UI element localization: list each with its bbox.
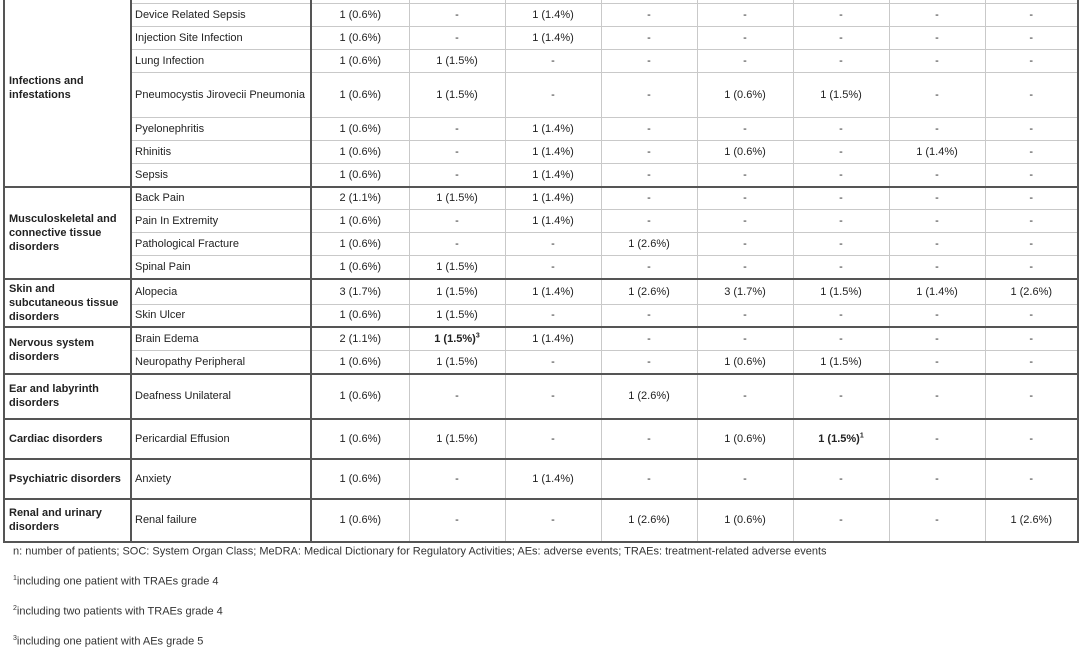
footnotes — [13, 542, 827, 662]
value-cell: - — [985, 187, 1078, 210]
value-cell: 1 (1.4%) — [505, 164, 601, 187]
value-cell: - — [985, 141, 1078, 164]
soc-cell: Infections and infestations — [4, 0, 131, 187]
value-cell: - — [985, 351, 1078, 374]
table-row — [4, 305, 1078, 327]
value-cell: - — [601, 327, 697, 351]
value-cell: - — [601, 256, 697, 279]
value-cell: 1 (1.4%) — [505, 141, 601, 164]
value-cell: 1 (1.5%) — [793, 73, 889, 118]
footnote-marker: 1 — [859, 431, 864, 439]
value-cell: - — [697, 210, 793, 233]
value-cell: - — [697, 256, 793, 279]
value-cell: - — [793, 27, 889, 50]
value-cell: 1 (1.4%) — [505, 4, 601, 27]
term-cell: Anxiety — [131, 459, 311, 499]
soc-cell: Cardiac disorders — [4, 419, 131, 459]
value-cell: 1 (1.5%) — [793, 279, 889, 305]
value-cell: 1 (0.6%) — [697, 351, 793, 374]
value-cell: 1 (1.5%) — [793, 351, 889, 374]
value-cell — [409, 327, 505, 351]
table-row — [4, 279, 1078, 305]
value-cell: 1 (0.6%) — [311, 499, 409, 542]
footnote — [13, 632, 827, 662]
value-cell: - — [793, 4, 889, 27]
value-cell: - — [505, 73, 601, 118]
value-cell: - — [697, 374, 793, 419]
value-cell: 1 (0.6%) — [311, 118, 409, 141]
term-cell: Neuropathy Peripheral — [131, 351, 311, 374]
value-cell: - — [793, 233, 889, 256]
term-cell: Deafness Unilateral — [131, 374, 311, 419]
value-cell: - — [409, 374, 505, 419]
value-cell: 1 (1.4%) — [505, 210, 601, 233]
footnote-number: 2 — [13, 605, 17, 612]
value-cell: 1 (1.5%) — [409, 419, 505, 459]
value-cell: - — [697, 4, 793, 27]
value-cell: - — [985, 50, 1078, 73]
footnote-text: n: number of patients; SOC: System Organ Class; MeDRA: Medical Dictionary for Regulatory Activities; AEs: adverse events; TRAEs: treatment-related adverse events — [13, 545, 827, 558]
value-cell: - — [985, 73, 1078, 118]
value-cell: - — [601, 73, 697, 118]
value-cell: - — [889, 27, 985, 50]
value-cell: - — [505, 305, 601, 327]
value-cell: - — [505, 374, 601, 419]
table-row — [4, 459, 1078, 499]
value-cell: - — [985, 118, 1078, 141]
value-cell: - — [985, 4, 1078, 27]
value-cell: - — [793, 256, 889, 279]
value-cell: - — [601, 187, 697, 210]
value-cell: - — [409, 459, 505, 499]
term-cell: Skin Ulcer — [131, 305, 311, 327]
soc-cell: Ear and labyrinth disorders — [4, 374, 131, 419]
value-cell: 1 (1.5%) — [409, 50, 505, 73]
value-cell: 1 (1.4%) — [889, 279, 985, 305]
term-cell: Lung Infection — [131, 50, 311, 73]
footnote-text: including one patient with TRAEs grade 4 — [16, 575, 219, 588]
value-cell: 1 (0.6%) — [697, 141, 793, 164]
value-cell: - — [793, 374, 889, 419]
term-cell: Renal failure — [131, 499, 311, 542]
value-cell: - — [985, 210, 1078, 233]
value-cell: - — [505, 233, 601, 256]
value-cell: - — [409, 4, 505, 27]
value-cell: - — [793, 141, 889, 164]
value-cell: - — [889, 118, 985, 141]
value-cell: 1 (0.6%) — [311, 233, 409, 256]
term-cell: Pneumocystis Jirovecii Pneumonia — [131, 73, 311, 118]
value-cell: 1 (0.6%) — [311, 459, 409, 499]
value-cell: - — [409, 27, 505, 50]
value-cell: 1 (0.6%) — [311, 141, 409, 164]
table-row — [4, 351, 1078, 374]
value-cell: 1 (1.4%) — [505, 27, 601, 50]
value-cell: - — [601, 27, 697, 50]
value-cell: - — [889, 4, 985, 27]
value-cell: - — [601, 305, 697, 327]
table-row — [4, 419, 1078, 459]
value-cell: 1 (0.6%) — [311, 73, 409, 118]
value-cell: 1 (0.6%) — [311, 164, 409, 187]
value-cell: - — [985, 459, 1078, 499]
value-cell: - — [697, 27, 793, 50]
value-cell: 1 (0.6%) — [311, 210, 409, 233]
value-cell: - — [985, 27, 1078, 50]
value-cell: - — [985, 327, 1078, 351]
footnote-text: including two patients with TRAEs grade 4 — [16, 605, 223, 618]
value-cell: - — [409, 233, 505, 256]
table-row — [4, 327, 1078, 351]
table-row — [4, 233, 1078, 256]
term-cell: Rhinitis — [131, 141, 311, 164]
value-cell: - — [793, 50, 889, 73]
value-cell: 1 (0.6%) — [697, 73, 793, 118]
value-cell: 1 (0.6%) — [311, 50, 409, 73]
value-cell: 1 (1.5%) — [409, 305, 505, 327]
value-cell: 1 (0.6%) — [311, 305, 409, 327]
value-cell: 1 (0.6%) — [311, 4, 409, 27]
value-cell: - — [697, 327, 793, 351]
term-cell: Brain Edema — [131, 327, 311, 351]
term-cell: Injection Site Infection — [131, 27, 311, 50]
value-cell: - — [505, 256, 601, 279]
value-cell: 1 (2.6%) — [985, 499, 1078, 542]
value-cell: 1 (1.5%) — [409, 73, 505, 118]
value-cell: - — [697, 305, 793, 327]
value-cell: - — [889, 327, 985, 351]
value-cell: - — [601, 210, 697, 233]
value-cell: - — [505, 351, 601, 374]
value-cell: - — [409, 210, 505, 233]
term-cell: Back Pain — [131, 187, 311, 210]
value-cell: - — [697, 50, 793, 73]
term-cell: Alopecia — [131, 279, 311, 305]
table-row — [4, 27, 1078, 50]
value-cell: - — [889, 187, 985, 210]
value-cell: - — [409, 164, 505, 187]
value-cell: 1 (1.5%) — [409, 256, 505, 279]
value-cell: - — [409, 141, 505, 164]
value-cell: - — [793, 210, 889, 233]
value-cell: - — [601, 141, 697, 164]
soc-cell: Skin and subcutaneous tissue disorders — [4, 279, 131, 327]
value-cell: - — [985, 256, 1078, 279]
value-cell: - — [889, 233, 985, 256]
value-cell: - — [889, 50, 985, 73]
table-row — [4, 499, 1078, 542]
value-cell: - — [889, 499, 985, 542]
value-cell: - — [601, 4, 697, 27]
soc-cell: Nervous system disorders — [4, 327, 131, 374]
value-cell: 1 (1.4%) — [889, 141, 985, 164]
value-cell: 1 (1.4%) — [505, 327, 601, 351]
footnote-number: 3 — [13, 635, 17, 642]
value-cell: 1 (1.5%) — [409, 187, 505, 210]
value-cell: - — [985, 374, 1078, 419]
value-cell: - — [409, 499, 505, 542]
term-cell: Pain In Extremity — [131, 210, 311, 233]
table-row — [4, 164, 1078, 187]
value-cell: - — [601, 164, 697, 187]
value-cell: - — [793, 118, 889, 141]
value-cell: 3 (1.7%) — [697, 279, 793, 305]
value-cell: - — [793, 499, 889, 542]
footnote — [13, 602, 827, 632]
value-cell: - — [697, 187, 793, 210]
value-cell: 1 (2.6%) — [985, 279, 1078, 305]
table-row — [4, 50, 1078, 73]
table-row — [4, 256, 1078, 279]
footnote-text: including one patient with AEs grade 5 — [16, 635, 204, 648]
value-cell: 2 (1.1%) — [311, 187, 409, 210]
soc-cell: Renal and urinary disorders — [4, 499, 131, 542]
value-cell: - — [697, 164, 793, 187]
term-cell: Pericardial Effusion — [131, 419, 311, 459]
value-cell: - — [601, 351, 697, 374]
value-cell: - — [889, 210, 985, 233]
table-row — [4, 118, 1078, 141]
term-cell: Sepsis — [131, 164, 311, 187]
value-cell: 1 (1.5%) — [409, 279, 505, 305]
value-cell: 1 (0.6%) — [697, 419, 793, 459]
value-cell: - — [697, 459, 793, 499]
footnote — [13, 572, 827, 602]
footnote-marker: 3 — [475, 332, 480, 340]
term-cell: Spinal Pain — [131, 256, 311, 279]
value-text: 1 (1.5%) — [818, 432, 860, 445]
value-cell: - — [985, 305, 1078, 327]
value-cell: - — [697, 233, 793, 256]
footnote — [13, 542, 827, 572]
table-row — [4, 73, 1078, 118]
soc-cell: Psychiatric disorders — [4, 459, 131, 499]
value-cell: - — [505, 50, 601, 73]
value-cell: - — [505, 419, 601, 459]
value-cell: - — [601, 419, 697, 459]
value-cell: - — [985, 164, 1078, 187]
value-cell: - — [697, 118, 793, 141]
value-cell: 1 (2.6%) — [601, 374, 697, 419]
value-cell: - — [985, 233, 1078, 256]
term-cell: Pyelonephritis — [131, 118, 311, 141]
value-cell: - — [793, 459, 889, 499]
value-cell: 3 (1.7%) — [311, 279, 409, 305]
value-cell: - — [889, 419, 985, 459]
footnote-number: 1 — [13, 575, 17, 582]
value-cell: - — [601, 50, 697, 73]
value-cell: 1 (0.6%) — [311, 256, 409, 279]
value-cell: 1 (0.6%) — [311, 419, 409, 459]
value-text: 1 (1.5%) — [434, 332, 476, 345]
table-row — [4, 4, 1078, 27]
value-cell: 1 (2.6%) — [601, 499, 697, 542]
value-cell: 1 (1.5%) — [409, 351, 505, 374]
table-row — [4, 141, 1078, 164]
value-cell: - — [793, 327, 889, 351]
value-cell: - — [889, 351, 985, 374]
term-cell: Device Related Sepsis — [131, 4, 311, 27]
value-cell: - — [409, 118, 505, 141]
value-cell: 1 (0.6%) — [697, 499, 793, 542]
value-cell: - — [793, 187, 889, 210]
value-cell: 1 (1.4%) — [505, 279, 601, 305]
value-cell: - — [889, 305, 985, 327]
term-cell: Pathological Fracture — [131, 233, 311, 256]
value-cell: - — [505, 499, 601, 542]
value-cell: 1 (1.4%) — [505, 187, 601, 210]
value-cell: - — [793, 305, 889, 327]
value-cell: - — [889, 164, 985, 187]
adverse-events-table — [3, 0, 1079, 543]
value-cell: 1 (0.6%) — [311, 351, 409, 374]
value-cell: 1 (2.6%) — [601, 279, 697, 305]
value-cell: 2 (1.1%) — [311, 327, 409, 351]
value-cell: - — [889, 459, 985, 499]
value-cell: 1 (2.6%) — [601, 233, 697, 256]
table-row — [4, 374, 1078, 419]
value-cell: 1 (0.6%) — [311, 27, 409, 50]
value-cell: 1 (1.4%) — [505, 459, 601, 499]
value-cell: - — [793, 164, 889, 187]
table-row — [4, 187, 1078, 210]
soc-cell: Musculoskeletal and connective tissue disorders — [4, 187, 131, 279]
value-cell: - — [889, 73, 985, 118]
value-cell: 1 (1.4%) — [505, 118, 601, 141]
table-row — [4, 210, 1078, 233]
value-cell: 1 (0.6%) — [311, 374, 409, 419]
value-cell: - — [985, 419, 1078, 459]
value-cell — [793, 419, 889, 459]
value-cell: - — [601, 118, 697, 141]
value-cell: - — [889, 256, 985, 279]
value-cell: - — [601, 459, 697, 499]
value-cell: - — [889, 374, 985, 419]
